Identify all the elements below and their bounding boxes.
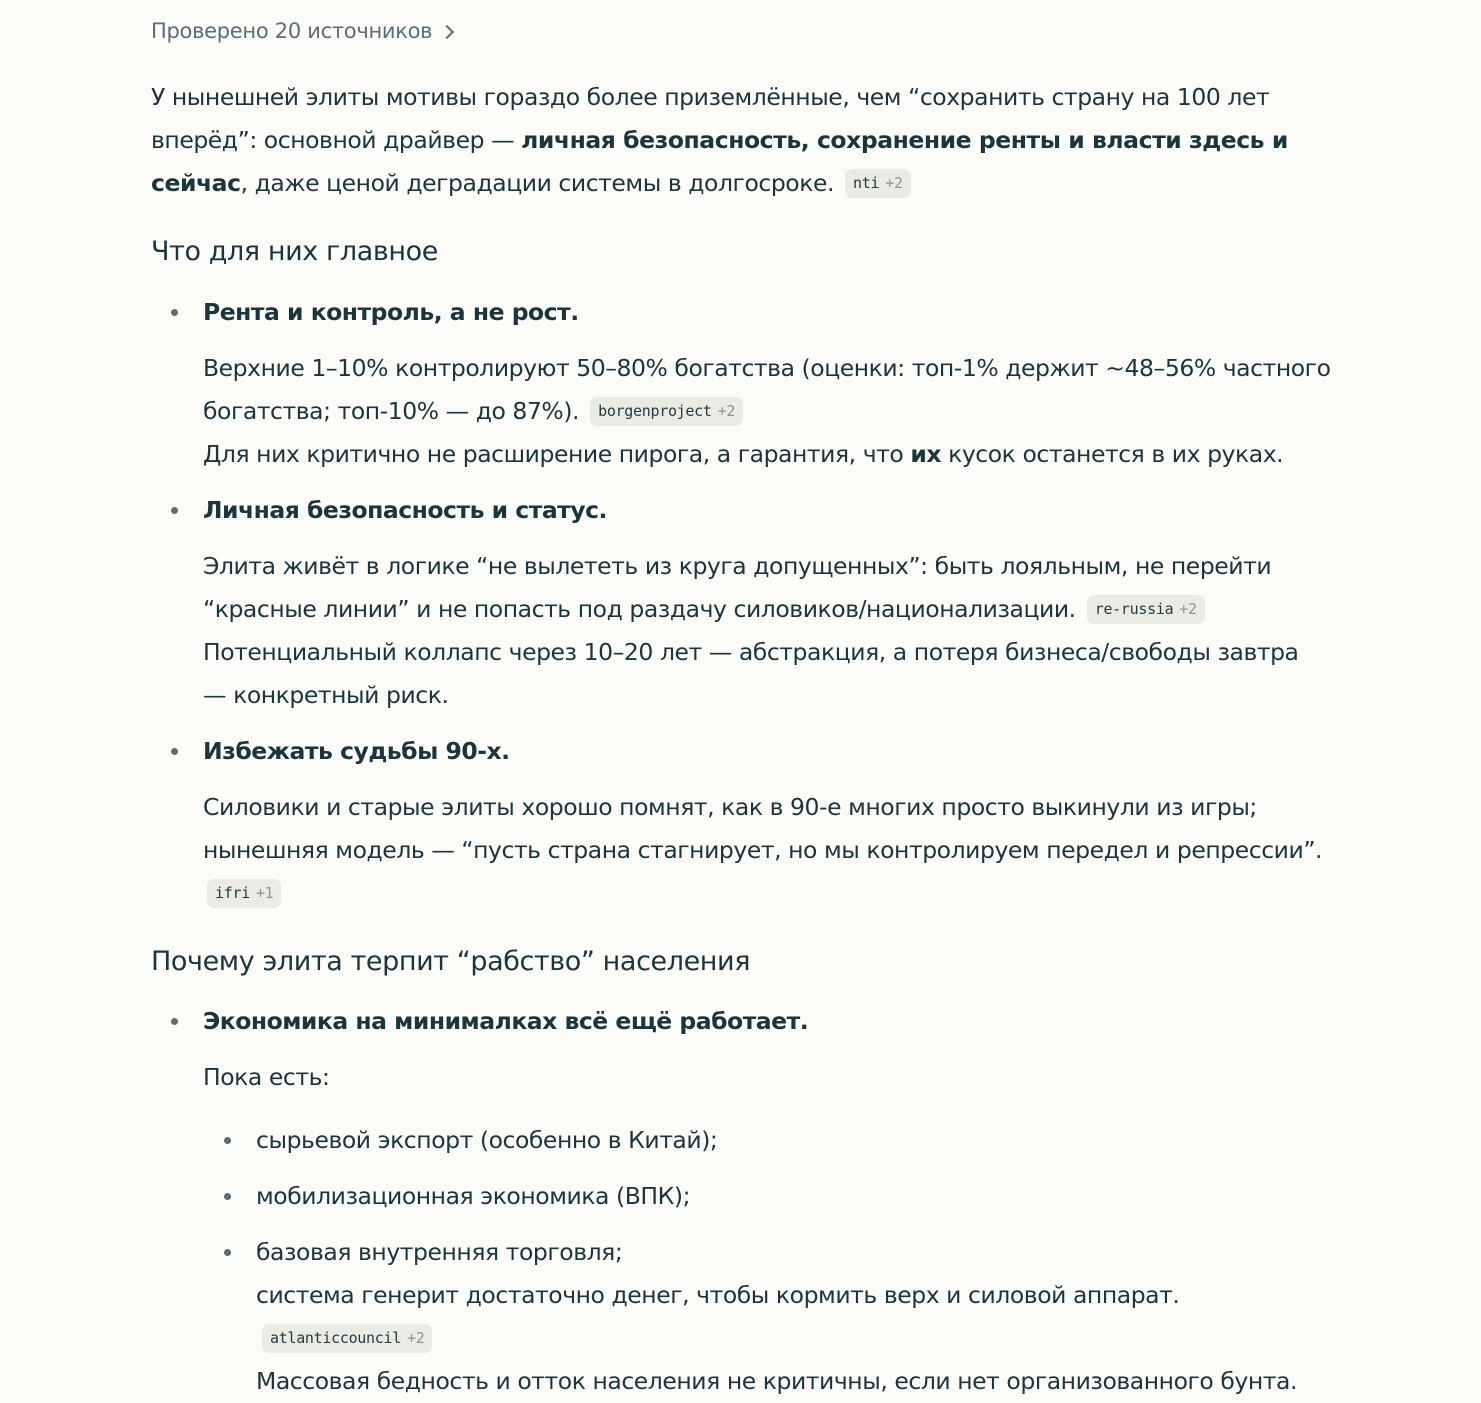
intro-paragraph: [151, 76, 1361, 205]
list-item: [203, 1006, 1363, 1036]
item-bold-text: их: [910, 440, 942, 468]
citation-chip[interactable]: [845, 169, 911, 198]
citation-count: +2: [717, 402, 736, 420]
item-text: Верхние 1–10% контролируют 50–80% богатства (оценки: топ-1% держит ~48–56% частного богатства; топ-10% — до 87%).: [203, 354, 1331, 425]
item-title: Рента и контроль, а не рост.: [203, 298, 579, 326]
list-item: [203, 297, 1363, 327]
sources-label: Проверено 20 источников: [151, 19, 433, 43]
item-lead-text: Пока есть:: [203, 1063, 330, 1091]
citation-count: +1: [255, 884, 274, 902]
item-paragraph: [203, 786, 1363, 915]
sub-item-tail: [256, 1274, 1356, 1317]
intro-text: У нынешней элиты мотивы гораздо более приземлённые, чем “сохранить страну на 100 лет вперёд”: основной драйвер —: [151, 83, 1270, 154]
citation-source: nti: [853, 174, 880, 192]
citation-line: [256, 1317, 1356, 1360]
item-title: Личная безопасность и статус.: [203, 496, 607, 524]
citation-source: ifri: [215, 884, 250, 902]
citation-source: atlanticcouncil: [270, 1329, 401, 1347]
intro-text-end: , даже ценой деградации системы в долгосроке.: [240, 169, 835, 197]
item-text: система генерит достаточно денег, чтобы кормить верх и силовой аппарат.: [256, 1281, 1180, 1309]
sources-toggle[interactable]: [151, 19, 452, 43]
sub-list-item: [256, 1119, 1416, 1162]
item-paragraph: [203, 433, 1363, 476]
item-text: кусок останется в их руках.: [941, 440, 1284, 468]
bullet-icon: [171, 1018, 178, 1025]
item-text: Силовики и старые элиты хорошо помнят, как в 90-е многих просто выкинули из игры; нынешняя модель — “пусть страна стагнирует, но мы контролируем передел и репрессии”.: [203, 793, 1323, 864]
item-body: [203, 786, 1363, 915]
item-text: Для них критично не расширение пирога, а гарантия, что: [203, 440, 911, 468]
bullet-icon: [224, 1249, 231, 1256]
item-paragraph: Потенциальный коллапс через 10–20 лет — абстракция, а потеря бизнеса/свободы завтра — конкретный риск.: [203, 638, 1299, 709]
item-text: Массовая бедность и отток населения не критичны, если нет организованного бунта.: [256, 1367, 1297, 1395]
bullet-icon: [171, 507, 178, 514]
citation-chip[interactable]: [262, 1324, 432, 1353]
item-paragraph: [203, 545, 1303, 631]
sub-item-text: базовая внутренняя торговля;: [256, 1238, 623, 1266]
list-item: [203, 736, 1363, 766]
section-heading: Почему элита терпит “рабство” населения: [151, 946, 751, 977]
sub-item-text: сырьевой экспорт (особенно в Китай);: [256, 1126, 718, 1154]
item-paragraph: [203, 347, 1363, 433]
list-item: [203, 495, 1363, 525]
citation-chip[interactable]: [207, 879, 281, 908]
citation-count: +2: [885, 174, 903, 192]
intro-bold-text: личная безопасность, сохранение ренты и власти здесь и сейчас: [151, 126, 1288, 197]
bullet-icon: [171, 309, 178, 316]
citation-source: re-russia: [1094, 600, 1174, 618]
item-body: [203, 545, 1303, 717]
sub-list-item: [256, 1231, 1356, 1403]
citation-chip[interactable]: [1087, 595, 1205, 624]
citation-source: borgenproject: [598, 402, 712, 420]
bullet-icon: [224, 1193, 231, 1200]
sub-item-text: мобилизационная экономика (ВПК);: [256, 1182, 691, 1210]
citation-chip[interactable]: [590, 397, 743, 426]
item-text: Элита живёт в логике “не вылететь из круга допущенных”: быть лояльным, не перейти “красные линии” и не попасть под раздачу силовиков/национализации.: [203, 552, 1272, 623]
chevron-right-icon: [440, 24, 454, 38]
bullet-icon: [224, 1137, 231, 1144]
sub-list-item: [256, 1175, 1416, 1218]
section-heading: Что для них главное: [151, 236, 438, 267]
item-title: Избежать судьбы 90-х.: [203, 737, 510, 765]
bullet-icon: [171, 748, 178, 755]
citation-count: +2: [406, 1329, 425, 1347]
item-lead: [203, 1056, 1363, 1099]
item-body: [203, 347, 1363, 476]
citation-count: +2: [1179, 600, 1197, 618]
item-title: Экономика на минималках всё ещё работает.: [203, 1007, 809, 1035]
